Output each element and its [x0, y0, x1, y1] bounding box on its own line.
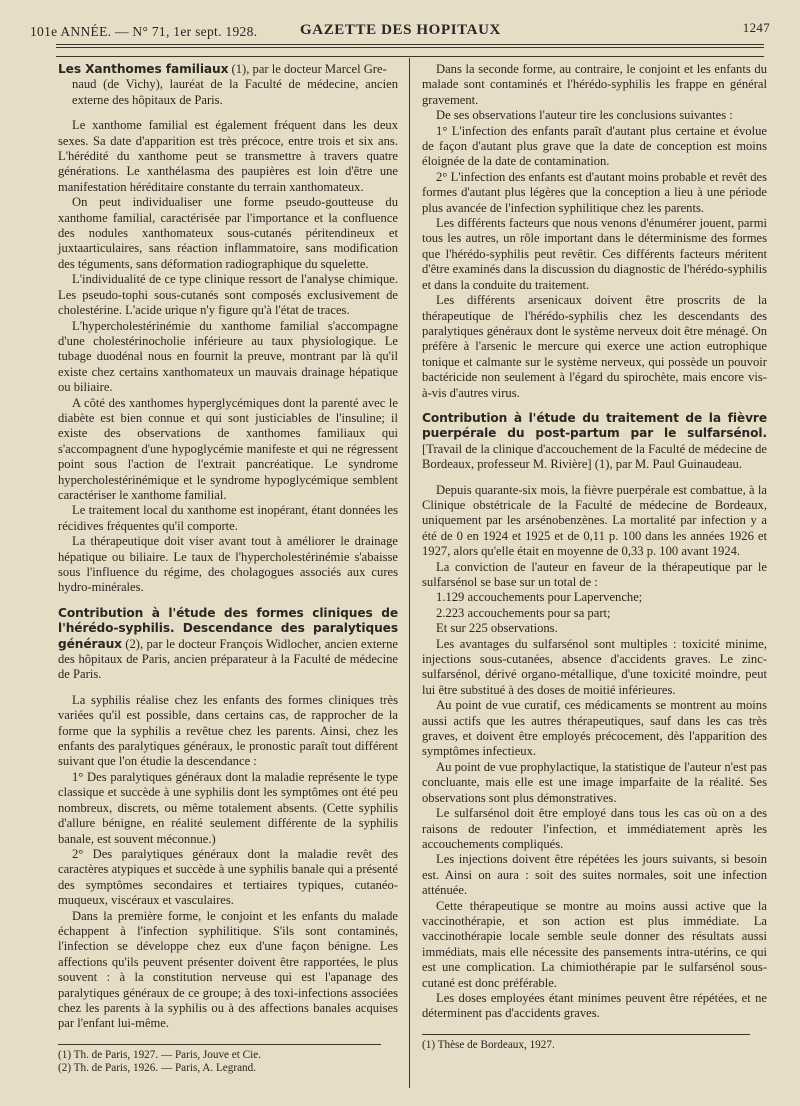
left-column	[58, 62, 398, 1076]
page-header	[30, 20, 770, 42]
article-heading: Contribution à l'étude du traitement de la fièvre puerpérale du post-partum par le sulfarsénol.	[422, 410, 767, 441]
paragraph: A côté des xanthomes hyperglycémiques dont la parenté avec le diabète est bien connue et qui sont justiciables de l'insuline; il existe des observations de xanthomes familiaux qui s'accompagnent d'une hypoglycémie manifeste et qui ne régressent point sous l'action de l'extrait pancréatique. Le syndrome hypercholestérinémique et le syndrome hypoglycémique semblent caractériser le xanthome familial.	[58, 395, 398, 502]
footnote: (2) Th. de Paris, 1926. — Paris, A. Legrand.	[58, 1062, 257, 1075]
list-line: 1.129 accouchements pour Lapervenche;	[436, 590, 643, 605]
article-heading: Contribution à l'étude des formes cliniques de l'hérédo-syphilis. Descendance des paralytiques généraux	[58, 605, 398, 651]
article-byline: (2), par le docteur François Widlocher, ancien externe des hôpitaux de Paris, ancien préparateur à la Faculté de médecine de Paris.	[58, 636, 398, 682]
article-heading: Les Xanthomes familiaux	[58, 62, 229, 76]
journal-title: GAZETTE DES HOPITAUX	[300, 22, 501, 38]
issue-info: 101e ANNÉE. — N° 71, 1er sept. 1928.	[30, 24, 258, 39]
list-line: 2.223 accouchements pour sa part;	[436, 605, 611, 620]
paragraph: Depuis quarante-six mois, la fièvre puerpérale est combattue, à la Clinique obstétricale de la Faculté de médecine de Bordeaux, uniquement par les arsénobenzènes. La mortalité par infection y a été de 0 en 1924 et 1925 et de 0,11 p. 100 dans les années 1926 et 1927, alors qu'elle était en moyenne de 0,33 p. 100 avant 1924.	[422, 482, 767, 559]
article-byline: (1), par le docteur Marcel Gre-	[231, 62, 387, 76]
paragraph: L'individualité de ce type clinique ressort de l'analyse chimique. Les pseudo-tophi sous-cutanés sont composés exclusivement de cholestérine. L'acide urique n'y figure qu'à l'état de traces.	[58, 272, 398, 318]
paragraph: Les doses employées étant minimes peuvent être répétées, et ne déterminent pas d'accidents graves.	[422, 990, 767, 1021]
paragraph: Le traitement local du xanthome est inopérant, étant données les récidives fréquentes qu'il comporte.	[58, 503, 398, 533]
article-byline-cont: naud (de Vichy), lauréat de la Faculté de médecine, ancien externe des hôpitaux de Paris.	[72, 77, 398, 107]
article-title-xanthomes	[58, 62, 398, 108]
paragraph: 2° Des paralytiques généraux dont la maladie revêt des caractères atypiques et succède à une syphilis banale qui a présenté des symptômes secondaires et tertiaires typiques, cutanéo-muqueux, viscéraux et vasculaires.	[58, 846, 398, 908]
paragraph: La syphilis réalise chez les enfants des formes cliniques très variées qu'il est possible, dans certains cas, de rapprocher de la forme que la syphilis a revêtue chez les parents. Ainsi, chez les enfants des paralytiques généraux, le pronostic paraît tout différent suivant que l'on étudie la descendance :	[58, 692, 398, 769]
paragraph: Au point de vue prophylactique, la statistique de l'auteur n'est pas concluante, mais elle est une image imparfaite de la réalité. Ses observations sont plus démonstratives.	[422, 759, 767, 805]
paragraph: Le sulfarsénol doit être employé dans tous les cas où on a des raisons de redouter l'infection, et immédiatement après les accouchements compliqués.	[422, 806, 767, 851]
paragraph: Les différents arsenicaux doivent être proscrits de la thérapeutique de l'hérédo-syphilis chez les descendants des paralytiques généraux dont le système nerveux doit être ménagé. On préfère à l'arsenic le mercure qui exerce une action eutrophique tonique et calmante sur le système nerveux, qui possède un pouvoir bactéricide non seulement à l'égard du spirochète, mais encore vis-à-vis d'autres virus.	[422, 293, 767, 400]
article-title-heredo-syphilis	[58, 606, 398, 683]
paragraph: Dans la première forme, le conjoint et les enfants du malade échappent à l'infection syphilitique. S'ils sont contaminés, l'infection se développe chez eux d'une façon bénigne. Les affections qu'ils peuvent présenter doivent être rapportées, le plus souvent : à la constitution nerveuse qui est l'apanage des paralytiques généraux de ce groupe; à des toxi-infections associées chez les parents à la syphilis ou à des affections banales acquises par l'enfant lui-même.	[58, 908, 398, 1031]
paragraph: De ses observations l'auteur tire les conclusions suivantes :	[436, 108, 733, 123]
column-divider	[409, 58, 410, 1088]
article-title-fievre-puerperale	[422, 411, 767, 473]
paragraph: Dans la seconde forme, au contraire, le conjoint et les enfants du malade sont contaminés et l'hérédo-syphilis les frappe en général gravement.	[422, 62, 767, 107]
paragraph: La conviction de l'auteur en faveur de la thérapeutique par le sulfarsénol se base sur un total de :	[422, 559, 767, 589]
list-line: Et sur 225 observations.	[436, 621, 558, 636]
paragraph: Les avantages du sulfarsénol sont multiples : toxicité minime, injections sous-cutanées, absence d'accidents graves. Le zinc-sulfarsénol, dérivé organo-métallique, d'une toxicité moindre, peut lui être substitué à des doses de moitié inférieures.	[422, 636, 767, 697]
article-byline: [Travail de la clinique d'accouchement de la Faculté de médecine de Bordeaux, professeur M. Rivière] (1), par M. Paul Guinaudeau.	[422, 441, 767, 472]
footnote-rule	[58, 1044, 381, 1045]
footnote-rule	[422, 1034, 750, 1035]
paragraph: 1° L'infection des enfants paraît d'autant plus certaine et évolue de façon d'autant plus grave que la date de conception est moins éloignée de la date de contamination.	[422, 123, 767, 169]
paragraph: Cette thérapeutique se montre au moins aussi active que la vaccinothérapie, et son action est plus immédiate. La vaccinothérapie locale semble seule donner des résultats aussi immédiats, mais elle nécessite des pansements intra-utérins, ce qui est une complication. La chimiothérapie par le sulfarsénol sous-cutané est donc préférable.	[422, 898, 767, 990]
header-rule	[56, 44, 764, 45]
page-number: 1247	[742, 20, 770, 35]
paragraph: 1° Des paralytiques généraux dont la maladie représente le type classique et succède à une syphilis dont les symptômes ont été peu nombreux, discrets, ou même totalement absents. (Cette syphilis d'allure bénigne, en réalité seulement différente de la syphilis banale, est souvent méconnue.)	[58, 769, 398, 846]
paragraph: 2° L'infection des enfants est d'autant moins probable et revêt des formes d'autant plus légères que la conception a lieu à une période plus avancée de l'infection syphilitique chez les parents.	[422, 169, 767, 215]
footnote: (1) Th. de Paris, 1927. — Paris, Jouve et Cie.	[58, 1048, 262, 1061]
paragraph: L'hypercholestérinémie du xanthome familial s'accompagne d'une cholestérinocholie inférieure au taux physiologique. Le tubage duodénal nous en fournit la preuve, montrant par là qu'il existe chez certains xanthomateux un mauvais drainage hépatique ou biliaire.	[58, 318, 398, 395]
footnote: (1) Thèse de Bordeaux, 1927.	[422, 1038, 555, 1051]
paragraph: Les injections doivent être répétées les jours suivants, si besoin est. Ainsi on aura : soit des suites normales, soit une infection atténuée.	[422, 852, 767, 898]
paragraph: Au point de vue curatif, ces médicaments se montrent au moins aussi actifs que les autres thérapeutiques, sauf dans les cas très graves, et doivent être employés précocement, dès l'apparition des symptômes infectieux.	[422, 698, 767, 759]
header-rule-bottom	[56, 56, 764, 57]
header-rule-double	[56, 47, 764, 48]
paragraph: On peut individualiser une forme pseudo-goutteuse du xanthome familial, caractérisée par l'importance et la confluence des nodules xanthomateux sous-cutanés péritendineux et juxtaarticulaires, sans réaction inflammatoire, sans modification des téguments, sans déformation radiographique du squelette.	[58, 195, 398, 271]
paragraph: La thérapeutique doit viser avant tout à améliorer le drainage hépatique ou biliaire. Le taux de l'hypercholestérinémie s'abaisse sous l'influence du régime, des cholagogues associés aux cures hydro-minérales.	[58, 534, 398, 595]
paragraph: Le xanthome familial est également fréquent dans les deux sexes. Sa date d'apparition est très précoce, entre trois et six ans. L'hérédité du xanthome peut se transmettre à travers quatre générations. Le xanthélasma des paupières est loin d'être une manifestation héréditaire constante du terrain xanthomateux.	[58, 118, 398, 194]
right-column	[422, 62, 767, 1052]
paragraph: Les différents facteurs que nous venons d'énumérer jouent, parmi tous les autres, un rôle important dans le déterminisme des formes que l'hérédo-syphilis peut revêtir. Ces différents facteurs méritent d'être examinés dans la discussion du diagnostic de l'hérédo-syphilis et dans la conduite du traitement.	[422, 216, 767, 292]
